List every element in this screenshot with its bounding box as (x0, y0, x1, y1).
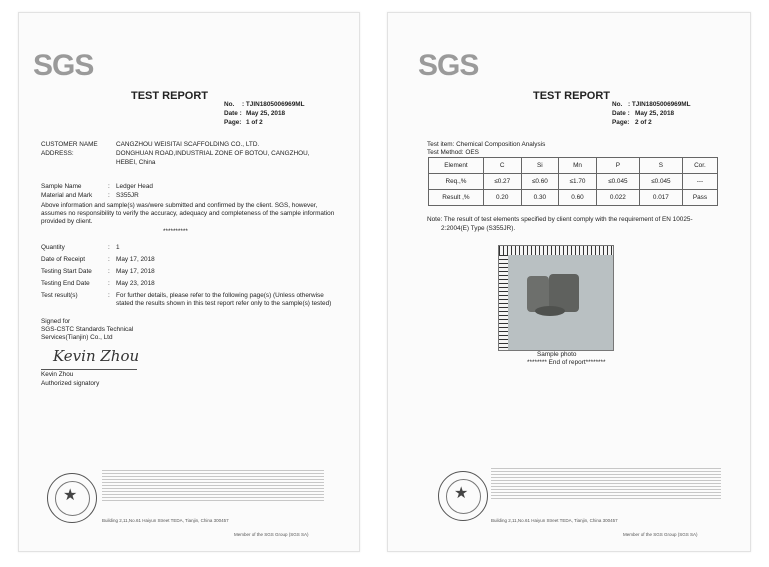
disclaimer-text: Above information and sample(s) was/were submitted and confirmed by the client. SGS, however, assumes no responsibility to verify the accuracy, adequacy and completeness of the sample information provided by client. (41, 202, 335, 225)
table-header-cell: Mn (559, 158, 597, 174)
sample-photo (498, 245, 614, 351)
report-page-1 (18, 12, 360, 552)
footer-address: Building 2,11,No.61 Haiyun Street TEDA, Tianjin, China 300457 (491, 518, 618, 523)
test-method: Test Method: OES (427, 149, 479, 156)
colon: : (108, 268, 110, 275)
sample-name-value: Ledger Head (116, 183, 153, 190)
receipt-value: May 17, 2018 (116, 256, 155, 263)
table-cell: Req.,% (429, 174, 484, 190)
signer-name: Kevin Zhou (41, 371, 74, 378)
sgs-logo: SGS (33, 49, 94, 82)
table-cell: 0.022 (596, 190, 639, 206)
colon: : (108, 192, 110, 199)
footer-address: Building 2,11,No.61 Haiyun Street TEDA, Tianjin, China 300457 (102, 518, 229, 523)
ledger-head-part (535, 306, 565, 316)
table-cell: ≤0.045 (639, 174, 682, 190)
ruler-top (499, 246, 613, 255)
address-line-2: HEBEI, China (116, 159, 156, 166)
report-no-value: : TJIN1805006969ML (628, 101, 691, 108)
table-cell: ≤0.27 (483, 174, 521, 190)
sgs-seal-icon: ★ (47, 473, 97, 523)
sample-name-label: Sample Name (41, 183, 82, 190)
legal-fine-print (102, 470, 324, 502)
report-page-2 (387, 12, 751, 552)
report-page-value: 2 of 2 (635, 119, 652, 126)
signed-for: Signed for (41, 318, 71, 325)
report-page-label: Page: (612, 119, 630, 126)
table-header-cell: Element (429, 158, 484, 174)
table-header-cell: C (483, 158, 521, 174)
end-date-value: May 23, 2018 (116, 280, 155, 287)
legal-fine-print (491, 468, 721, 500)
start-date-label: Testing Start Date (41, 268, 92, 275)
separator-stars: ********** (163, 228, 188, 235)
report-no-label: No. (612, 101, 623, 108)
table-cell: ≤0.045 (596, 174, 639, 190)
address-label: ADDRESS: (41, 150, 74, 157)
quantity-value: 1 (116, 244, 120, 251)
material-value: S355JR (116, 192, 139, 199)
report-date-label: Date : (612, 110, 630, 117)
end-date-label: Testing End Date (41, 280, 90, 287)
table-header-cell: P (596, 158, 639, 174)
ruler-left (499, 255, 508, 350)
table-cell: --- (682, 174, 717, 190)
colon: : (108, 256, 110, 263)
footer-member: Member of the SGS Group (SGS SA) (234, 532, 309, 537)
table-row (429, 174, 718, 190)
report-date-value: May 25, 2018 (635, 110, 675, 117)
table-row (429, 190, 718, 206)
colon: : (108, 292, 110, 299)
table-header-cell: Cor. (682, 158, 717, 174)
table-cell: Result ,% (429, 190, 484, 206)
page-title: TEST REPORT (533, 90, 611, 102)
photo-caption: Sample photo (537, 351, 577, 358)
report-no-label: No. (224, 101, 235, 108)
signature-line (41, 369, 137, 370)
report-no-value: : TJIN1805006969ML (242, 101, 305, 108)
table-header-row (429, 158, 718, 174)
material-label: Material and Mark (41, 192, 93, 199)
company-line-2: Services(Tianjin) Co., Ltd (41, 334, 113, 341)
composition-table (428, 157, 718, 206)
note-line-2: 2:2004(E) Type (S355JR). (441, 225, 516, 232)
table-cell: 0.30 (521, 190, 559, 206)
colon: : (108, 244, 110, 251)
footer-member: Member of the SGS Group (SGS SA) (623, 532, 698, 537)
customer-value: CANGZHOU WEISITAI SCAFFOLDING CO., LTD. (116, 141, 260, 148)
receipt-label: Date of Receipt (41, 256, 86, 263)
colon: : (108, 183, 110, 190)
report-date-value: May 25, 2018 (246, 110, 286, 117)
note-line-1: Note: The result of test elements specified by client comply with the requirement of EN 10025- (427, 216, 693, 223)
table-cell: 0.20 (483, 190, 521, 206)
colon: : (108, 280, 110, 287)
report-page-value: 1 of 2 (246, 119, 263, 126)
table-header-cell: S (639, 158, 682, 174)
signer-title: Authorized signatory (41, 380, 100, 387)
signature-image: Kevin Zhou (53, 347, 140, 365)
sgs-seal-icon: ★ (438, 471, 488, 521)
result-label: Test result(s) (41, 292, 78, 299)
start-date-value: May 17, 2018 (116, 268, 155, 275)
result-value: For further details, please refer to the following page(s) (Unless otherwise stated the results shown in this test report refer only to the sample(s) tested) (116, 292, 332, 307)
sgs-logo: SGS (418, 49, 479, 82)
table-cell: 0.017 (639, 190, 682, 206)
customer-label: CUSTOMER NAME (41, 141, 98, 148)
table-header-cell: Si (521, 158, 559, 174)
table-cell: ≤1.70 (559, 174, 597, 190)
table-cell: Pass (682, 190, 717, 206)
report-page-label: Page: (224, 119, 242, 126)
page-title: TEST REPORT (131, 90, 209, 102)
company-line-1: SGS-CSTC Standards Technical (41, 326, 134, 333)
table-cell: 0.60 (559, 190, 597, 206)
test-item: Test item: Chemical Composition Analysis (427, 141, 546, 148)
quantity-label: Quantity (41, 244, 65, 251)
report-date-label: Date : (224, 110, 242, 117)
table-cell: ≤0.60 (521, 174, 559, 190)
address-line-1: DONGHUAN ROAD,INDUSTRIAL ZONE OF BOTOU, CANGZHOU, (116, 150, 310, 157)
end-of-report: ******** End of report******** (527, 359, 606, 366)
